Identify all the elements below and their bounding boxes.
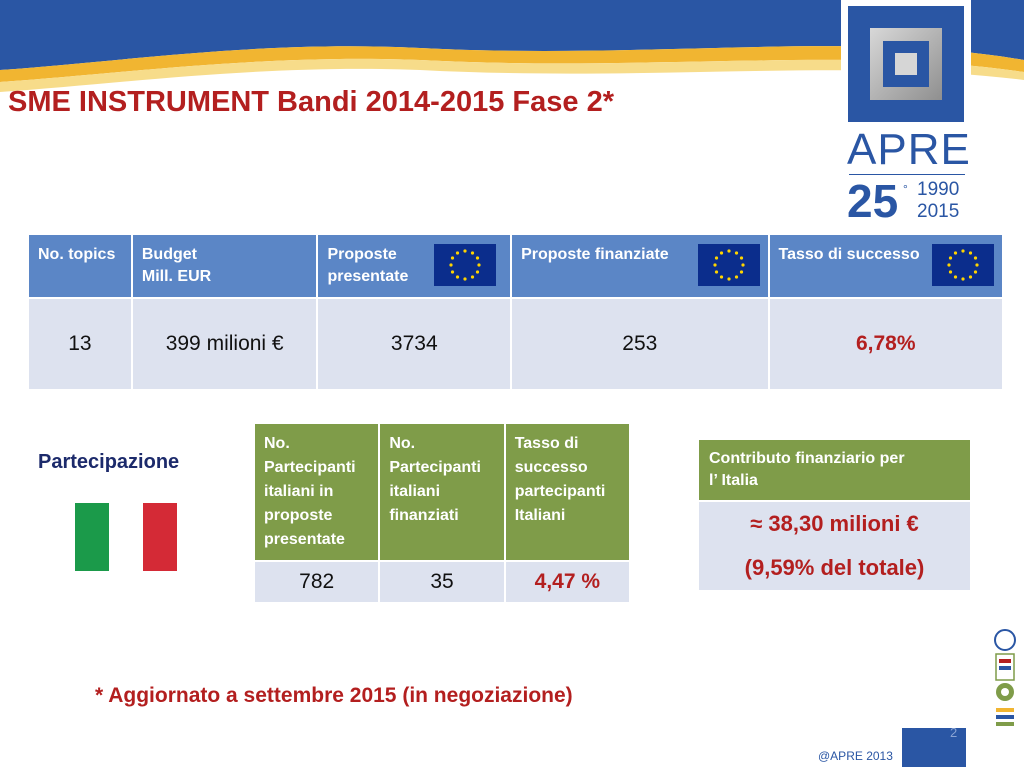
value-proposte-finanziate: 253 (511, 298, 768, 390)
page-number: 2 (950, 725, 958, 740)
header-partecipanti-presentate: No. Partecipanti italiani in proposte presentate (254, 423, 379, 561)
participation-value-row (254, 561, 630, 603)
logo-year-end: 2015 (917, 201, 960, 222)
contribution-table (697, 438, 972, 592)
header-proposte-presentate: Proposte presentate (317, 234, 511, 298)
eu-flag-icon (434, 244, 496, 286)
slide-title: SME INSTRUMENT Bandi 2014-2015 Fase 2* (8, 86, 614, 118)
header-tasso-successo: Tasso di successo (769, 234, 1004, 298)
apre-logo-text: APRE (847, 125, 971, 174)
contribution-header-row (698, 439, 971, 501)
value-no-topics: 13 (28, 298, 132, 390)
logo-year-start: 1990 (917, 179, 960, 200)
eu-flag-icon (932, 244, 994, 286)
header-budget: Budget Mill. EUR (132, 234, 318, 298)
contribution-header: Contributo finanziario per l’ Italia (698, 439, 971, 501)
contribution-value (698, 501, 971, 591)
apre-logo-mark (848, 6, 964, 122)
value-tasso-successo: 6,78% (769, 298, 1004, 390)
value-tasso-partecipanti: 4,47 % (505, 561, 630, 603)
partner-logos (990, 628, 1020, 738)
eu-summary-header-row (28, 234, 1003, 298)
eu-flag-icon (698, 244, 760, 286)
participation-label: Partecipazione (38, 451, 180, 473)
value-proposte-presentate: 3734 (317, 298, 511, 390)
header-no-topics: No. topics (28, 234, 132, 298)
italian-participation-table (253, 422, 631, 604)
header-partecipanti-finanziati: No. Partecipanti italiani finanziati (379, 423, 504, 561)
eu-summary-value-row (28, 298, 1003, 390)
copyright: @APRE 2013 (818, 749, 893, 763)
value-budget: 399 milioni € (132, 298, 318, 390)
value-partecipanti-presentate: 782 (254, 561, 379, 603)
header-proposte-finanziate: Proposte finanziate (511, 234, 768, 298)
value-partecipanti-finanziati: 35 (379, 561, 504, 603)
participation-header-row (254, 423, 630, 561)
footnote: * Aggiornato a settembre 2015 (in negoziazione) (95, 684, 573, 707)
logo-anniversary-number: 25 (847, 175, 899, 227)
contribution-value-row (698, 501, 971, 591)
apre-logo (841, 0, 971, 230)
contribution-amount: ≈ 38,30 milioni € (750, 511, 919, 536)
eu-summary-table (27, 233, 1004, 391)
logo-degree-sign: ° (903, 182, 908, 196)
italy-flag-icon (75, 503, 177, 571)
contribution-share: (9,59% del totale) (744, 555, 925, 580)
header-tasso-partecipanti: Tasso di successo partecipanti Italiani (505, 423, 630, 561)
